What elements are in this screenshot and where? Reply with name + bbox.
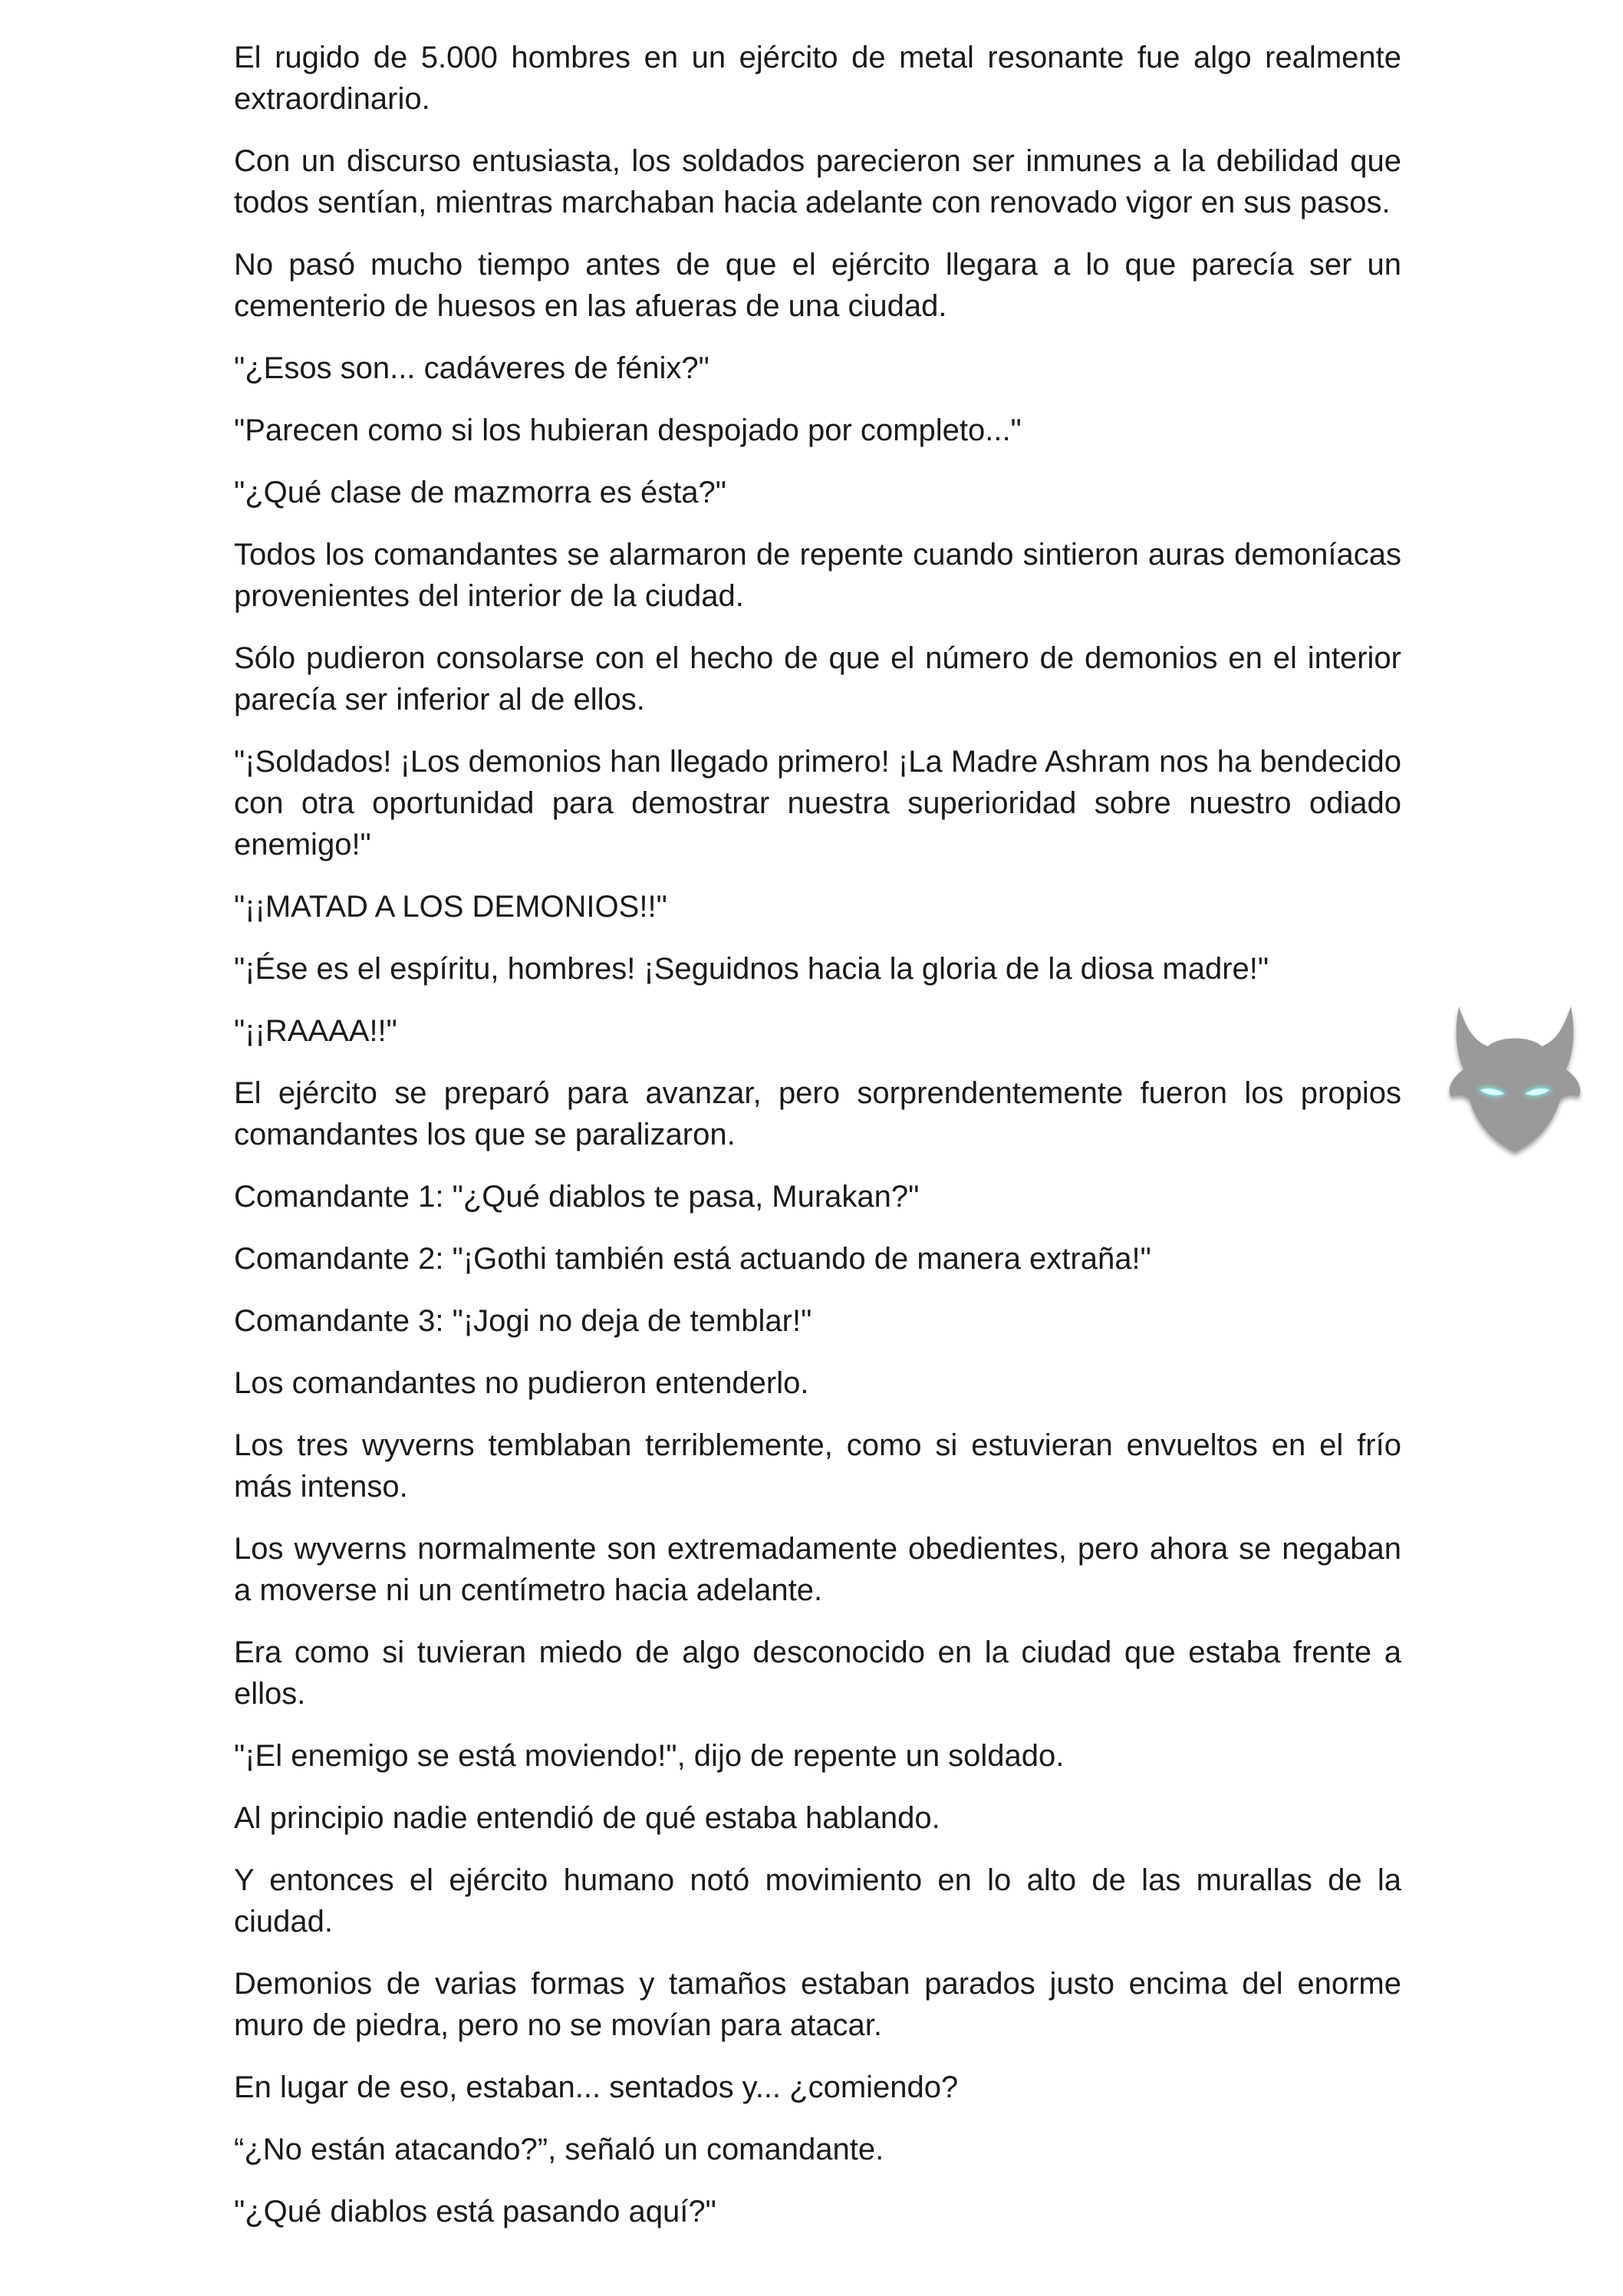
paragraph: Al principio nadie entendió de qué estaba hablando. xyxy=(234,1801,940,1835)
paragraph: "¿Qué clase de mazmorra es ésta?" xyxy=(234,476,726,509)
paragraph: Comandante 3: "¡Jogi no deja de temblar!" xyxy=(234,1304,812,1338)
paragraph: Comandante 1: "¿Qué diablos te pasa, Murakan?" xyxy=(234,1180,920,1214)
paragraph: Todos los comandantes se alarmaron de repente cuando sintieron auras demoníacas provenientes del interior de la ciudad. xyxy=(234,538,1401,613)
document-page xyxy=(234,37,1401,2253)
paragraph: "¡Soldados! ¡Los demonios han llegado primero! ¡La Madre Ashram nos ha bendecido con otra oportunidad para demostrar nuestra superioridad sobre nuestro odiado enemigo!" xyxy=(234,745,1401,861)
paragraph: "¡¡MATAD A LOS DEMONIOS!!" xyxy=(234,890,667,924)
paragraph: Los tres wyverns temblaban terriblemente, como si estuvieran envueltos en el frío más intenso. xyxy=(234,1428,1401,1504)
paragraph: "¿Esos son... cadáveres de fénix?" xyxy=(234,351,709,385)
paragraph: El ejército se preparó para avanzar, pero sorprendentemente fueron los propios comandantes los que se paralizaron. xyxy=(234,1076,1401,1151)
paragraph: No pasó mucho tiempo antes de que el ejército llegara a lo que parecía ser un cementerio de huesos en las afueras de una ciudad. xyxy=(234,248,1401,323)
paragraph: Demonios de varias formas y tamaños estaban parados justo encima del enorme muro de piedra, pero no se movían para atacar. xyxy=(234,1967,1401,2042)
paragraph: En lugar de eso, estaban... sentados y... ¿comiendo? xyxy=(234,2070,959,2104)
paragraph: Sólo pudieron consolarse con el hecho de que el número de demonios en el interior parecía ser inferior al de ellos. xyxy=(234,641,1401,716)
paragraph: "¡Ése es el espíritu, hombres! ¡Seguidnos hacia la gloria de la diosa madre!" xyxy=(234,952,1269,986)
paragraph: El rugido de 5.000 hombres en un ejército de metal resonante fue algo realmente extraordinario. xyxy=(234,41,1401,116)
paragraph: Era como si tuvieran miedo de algo desconocido en la ciudad que estaba frente a ellos. xyxy=(234,1636,1401,1711)
paragraph: “¿No están atacando?”, señaló un comandante. xyxy=(234,2133,884,2166)
paragraph: "¡¡RAAAA!!" xyxy=(234,1014,397,1048)
paragraph: "¿Qué diablos está pasando aquí?" xyxy=(234,2195,716,2228)
paragraph: Los wyverns normalmente son extremadamente obedientes, pero ahora se negaban a moverse ni un centímetro hacia adelante. xyxy=(234,1532,1401,1607)
paragraph: Comandante 2: "¡Gothi también está actuando de manera extraña!" xyxy=(234,1242,1151,1276)
paragraph: "Parecen como si los hubieran despojado por completo..." xyxy=(234,413,1022,447)
paragraph: Con un discurso entusiasta, los soldados parecieron ser inmunes a la debilidad que todos sentían, mientras marchaban hacia adelante con renovado vigor en sus pasos. xyxy=(234,144,1401,219)
paragraph: Los comandantes no pudieron entenderlo. xyxy=(234,1366,809,1400)
demon-head-icon xyxy=(1444,999,1586,1163)
paragraph: "¡El enemigo se está moviendo!", dijo de repente un soldado. xyxy=(234,1739,1065,1773)
paragraph: Y entonces el ejército humano notó movimiento en lo alto de las murallas de la ciudad. xyxy=(234,1863,1401,1939)
